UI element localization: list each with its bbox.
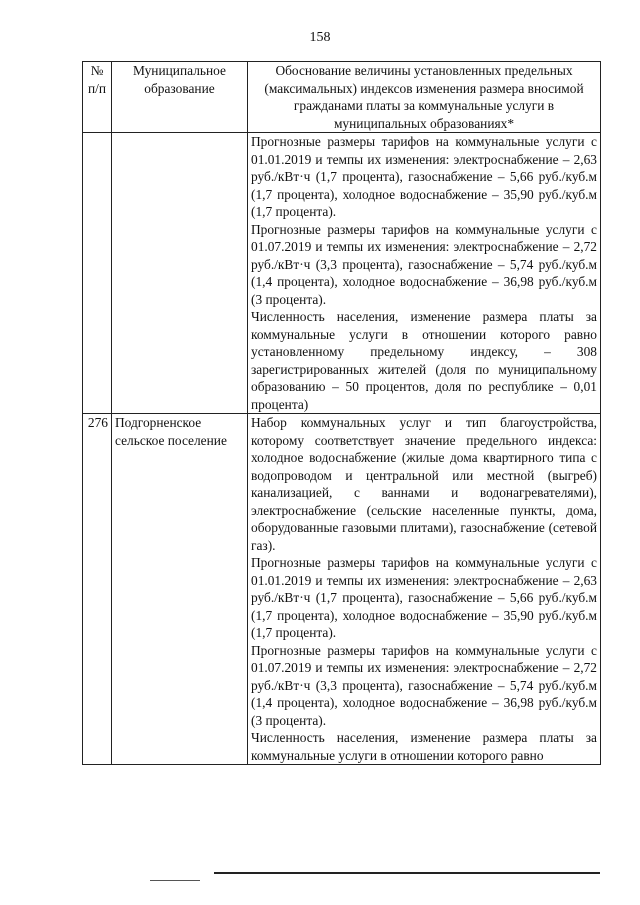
municipality-line-2: сельское поселение <box>115 432 227 448</box>
row-justification <box>248 414 601 765</box>
row-number: 276 <box>83 414 112 765</box>
row-justification <box>248 133 601 414</box>
justification-paragraph: Прогнозные размеры тарифов на коммунальные услуги с 01.01.2019 и темпы их изменения: электроснабжение – 2,63 руб./кВт·ч (1,7 процента), газоснабжение – 5,66 руб./куб.м (1,7 процента), холодное водоснабжение – 35,90 руб./куб.м (1,7 процента). <box>251 555 597 640</box>
header-num <box>83 62 112 133</box>
justification-paragraph: Прогнозные размеры тарифов на коммунальные услуги с 01.07.2019 и темпы их изменения: электроснабжение – 2,72 руб./кВт·ч (3,3 процента), газоснабжение – 5,74 руб./куб.м (1,4 процента), холодное водоснабжение – 36,98 руб./куб.м (3 процента). <box>251 642 597 728</box>
row-municipality <box>112 133 248 414</box>
table-header-row <box>83 62 601 133</box>
justification-paragraph: Набор коммунальных услуг и тип благоустройства, которому соответствует значение предельного индекса: холодное водоснабжение (жилые дома квартирного типа с водопроводом и центральной или местной (выгреб) канализацией, с ваннами и водонагревателями), электроснабжение (сельские населенные пункты, дома, оборудованные газовыми плитами), газоснабжение (сетевой газ). <box>251 415 597 553</box>
justification-paragraph: Прогнозные размеры тарифов на коммунальные услуги с 01.01.2019 и темпы их изменения: электроснабжение – 2,63 руб./кВт·ч (1,7 процента), газоснабжение – 5,66 руб./куб.м (1,7 процента), холодное водоснабжение – 35,90 руб./куб.м (1,7 процента). <box>251 134 597 219</box>
row-municipality <box>112 414 248 765</box>
footer-rule-short <box>150 880 200 881</box>
indices-table <box>82 61 601 765</box>
header-num-line-1: № <box>90 63 104 78</box>
header-num-line-2: п/п <box>87 80 107 96</box>
justification-paragraph: Прогнозные размеры тарифов на коммунальные услуги с 01.07.2019 и темпы их изменения: электроснабжение – 2,72 руб./кВт·ч (3,3 процента), газоснабжение – 5,74 руб./куб.м (1,4 процента), холодное водоснабжение – 36,98 руб./куб.м (3 процента). <box>251 221 597 307</box>
header-municipality <box>112 62 248 133</box>
header-justification: Обоснование величины установленных предельных (максимальных) индексов изменения размера вносимой гражданами платы за коммунальные услуги в муниципальных образованиях* <box>248 62 601 133</box>
justification-paragraph: Численность населения, изменение размера платы за коммунальные услуги в отношении которого равно установленному предельному индексу, – 308 зарегистрированных жителей (доля по муниципальному образованию – 50 процентов, доля по республике – 0,01 процента) <box>251 309 597 412</box>
table-row <box>83 414 601 765</box>
row-number <box>83 133 112 414</box>
footer-rule-long <box>214 872 600 874</box>
header-municipality-line-2: образование <box>144 80 215 96</box>
table-row <box>83 133 601 414</box>
header-municipality-line-1: Муниципальное <box>133 63 226 78</box>
municipality-line-1: Подгорненское <box>115 415 202 430</box>
justification-paragraph: Численность населения, изменение размера платы за коммунальные услуги в отношении которого равно <box>251 730 597 763</box>
page-number: 158 <box>309 30 331 45</box>
